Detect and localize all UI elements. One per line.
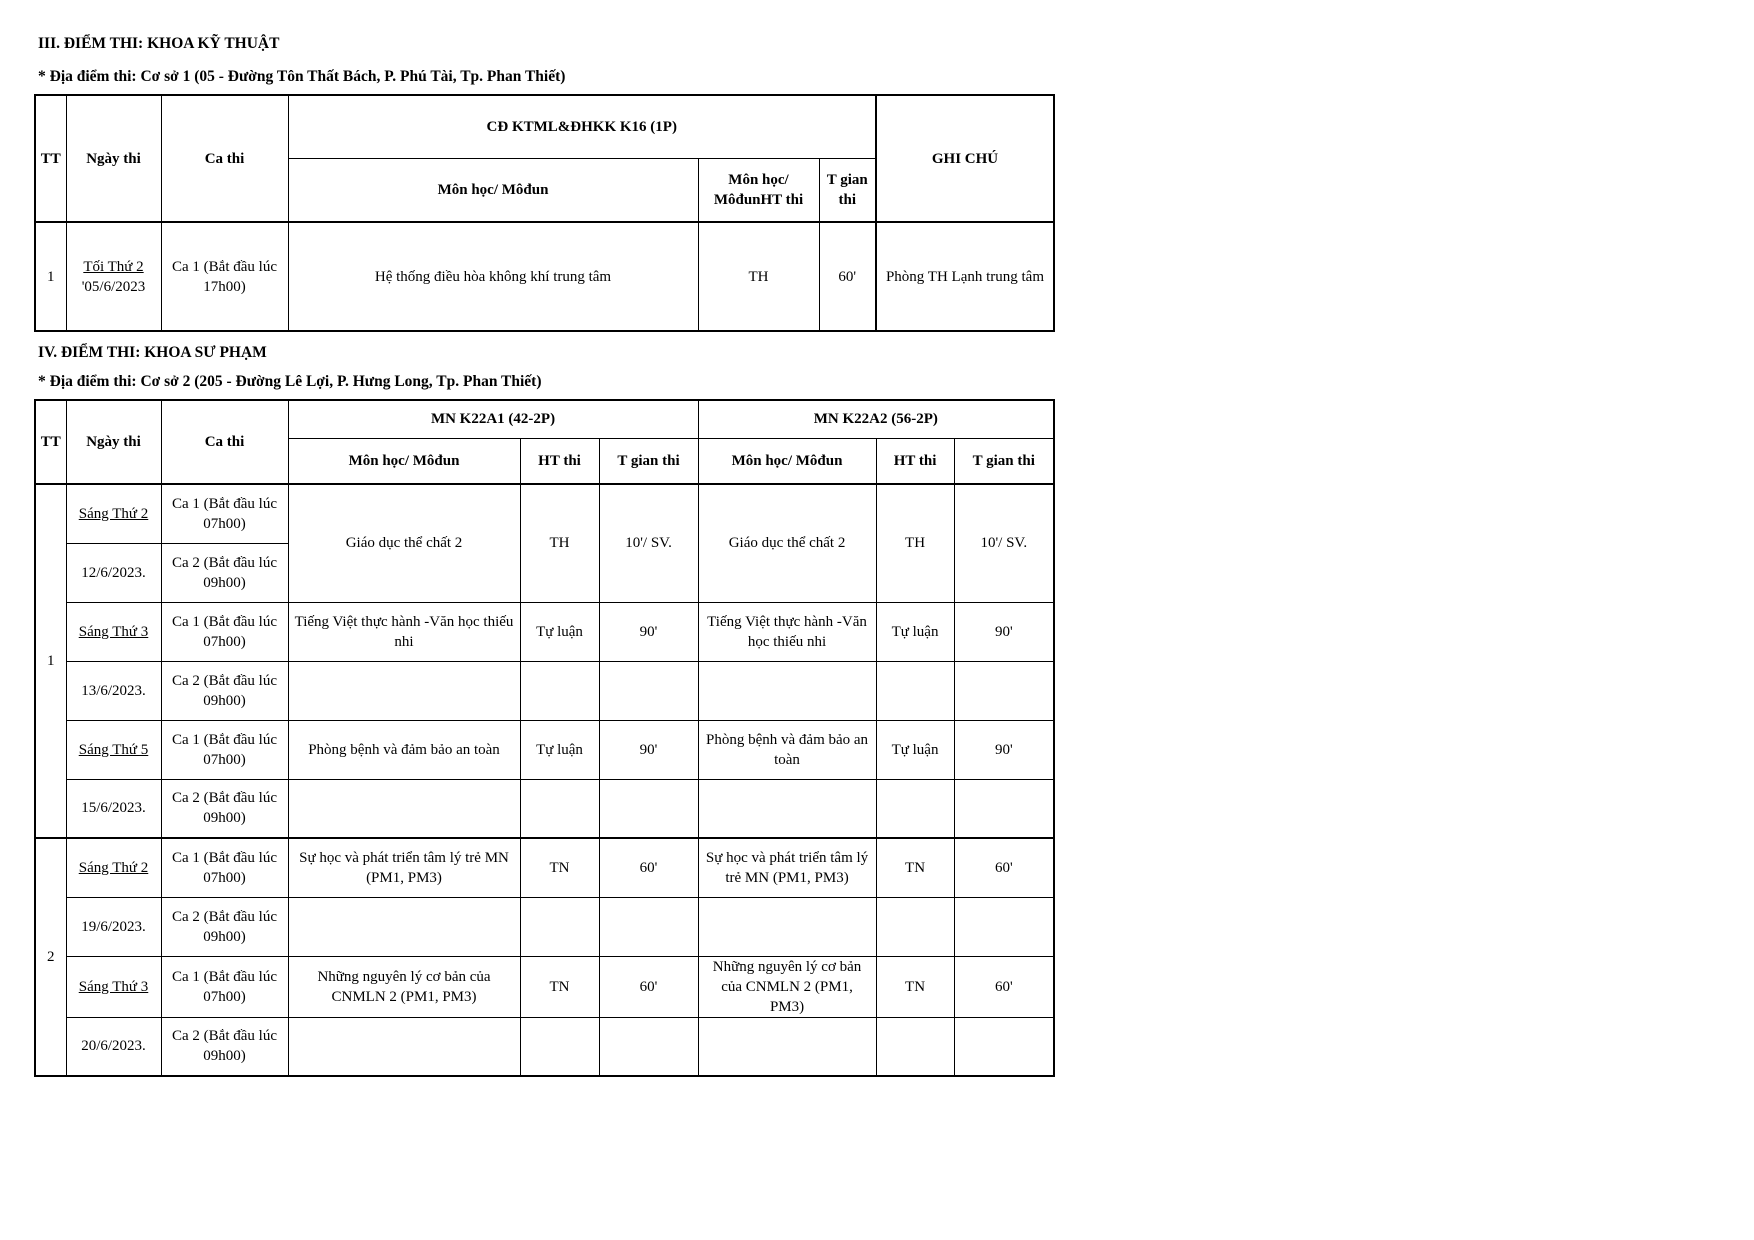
cell-ca-thi: Ca 2 (Bắt đầu lúc 09h00) — [161, 779, 288, 838]
cell-a2-mon-hoc — [698, 897, 876, 956]
cell-day-label — [66, 838, 161, 897]
header-ca-thi: Ca thi — [161, 95, 288, 222]
header-ghi-chu: GHI CHÚ — [876, 95, 1054, 222]
cell-mon-hoc: Hệ thống điều hòa không khí trung tâm — [288, 222, 698, 331]
header-t-gian: T gian thi — [819, 158, 876, 222]
cell-ca-thi: Ca 2 (Bắt đầu lúc 09h00) — [161, 661, 288, 720]
cell-a2-ht-thi — [876, 1017, 954, 1076]
cell-a1-mon-hoc: Phòng bệnh và đảm bảo an toàn — [288, 720, 520, 779]
cell-a2-t-gian — [954, 897, 1054, 956]
cell-a1-mon-hoc — [288, 897, 520, 956]
cell-tt: 1 — [35, 484, 66, 838]
table-row — [35, 1017, 1054, 1076]
cell-ca-thi: Ca 1 (Bắt đầu lúc 07h00) — [161, 956, 288, 1017]
cell-a1-ht-thi — [520, 1017, 599, 1076]
cell-a2-ht-thi — [876, 661, 954, 720]
cell-a1-t-gian: 60' — [599, 956, 698, 1017]
table-row — [35, 661, 1054, 720]
cell-a2-mon-hoc — [698, 1017, 876, 1076]
day-label: Sáng Thứ 3 — [78, 623, 149, 640]
cell-day-label — [66, 484, 161, 543]
cell-a1-ht-thi: Tự luận — [520, 720, 599, 779]
cell-ca-thi: Ca 2 (Bắt đầu lúc 09h00) — [161, 897, 288, 956]
table-row — [35, 222, 1054, 331]
table-row — [35, 838, 1054, 897]
cell-a1-ht-thi — [520, 779, 599, 838]
exam-table-ky-thuat — [34, 94, 1055, 332]
cell-a2-t-gian: 60' — [954, 956, 1054, 1017]
cell-a1-ht-thi: TN — [520, 956, 599, 1017]
header-ht-thi: Môn học/ MôđunHT thi — [698, 158, 819, 222]
cell-date: 12/6/2023. — [66, 543, 161, 602]
cell-a1-t-gian — [599, 779, 698, 838]
cell-a2-mon-hoc: Phòng bệnh và đảm bảo an toàn — [698, 720, 876, 779]
cell-a1-t-gian: 10'/ SV. — [599, 484, 698, 602]
header-a1-t-gian: T gian thi — [599, 438, 698, 484]
table-row — [35, 779, 1054, 838]
header-ngay-thi: Ngày thi — [66, 400, 161, 484]
table-row — [35, 956, 1054, 1017]
table-row — [35, 720, 1054, 779]
cell-a1-t-gian: 90' — [599, 720, 698, 779]
day-label: Sáng Thứ 2 — [78, 859, 149, 876]
header-group-a2: MN K22A2 (56-2P) — [698, 400, 1054, 438]
cell-ngay-thi — [66, 222, 161, 331]
cell-tt: 2 — [35, 838, 66, 1076]
cell-ca-thi: Ca 1 (Bắt đầu lúc 07h00) — [161, 484, 288, 543]
cell-date: 19/6/2023. — [66, 897, 161, 956]
header-tt: TT — [35, 400, 66, 484]
date: '05/6/2023 — [81, 278, 146, 295]
header-tt: TT — [35, 95, 66, 222]
cell-ca-thi: Ca 2 (Bắt đầu lúc 09h00) — [161, 1017, 288, 1076]
header-a1-mon-hoc: Môn học/ Môđun — [288, 438, 520, 484]
cell-a1-mon-hoc: Sự học và phát triển tâm lý trẻ MN (PM1, PM3) — [288, 838, 520, 897]
header-a2-mon-hoc: Môn học/ Môđun — [698, 438, 876, 484]
cell-a2-t-gian: 90' — [954, 602, 1054, 661]
section-4-title: IV. ĐIỂM THI: KHOA SƯ PHẠM — [38, 344, 267, 361]
cell-date: 15/6/2023. — [66, 779, 161, 838]
day-label: Tối Thứ 2 — [83, 258, 144, 275]
cell-day-label — [66, 956, 161, 1017]
cell-a2-mon-hoc: Sự học và phát triển tâm lý trẻ MN (PM1, PM3) — [698, 838, 876, 897]
cell-a2-mon-hoc — [698, 779, 876, 838]
cell-ht-thi: TH — [698, 222, 819, 331]
cell-a1-t-gian — [599, 1017, 698, 1076]
cell-a2-mon-hoc: Tiếng Việt thực hành -Văn học thiếu nhi — [698, 602, 876, 661]
day-label: Sáng Thứ 3 — [78, 978, 149, 995]
cell-a2-t-gian: 60' — [954, 838, 1054, 897]
cell-a2-t-gian — [954, 779, 1054, 838]
table-row — [35, 897, 1054, 956]
cell-a2-mon-hoc: Giáo dục thể chất 2 — [698, 484, 876, 602]
cell-ca-thi: Ca 2 (Bắt đầu lúc 09h00) — [161, 543, 288, 602]
cell-a1-t-gian: 60' — [599, 838, 698, 897]
cell-a1-ht-thi: Tự luận — [520, 602, 599, 661]
cell-a2-t-gian — [954, 1017, 1054, 1076]
cell-ca-thi: Ca 1 (Bắt đầu lúc 07h00) — [161, 720, 288, 779]
cell-a2-t-gian: 90' — [954, 720, 1054, 779]
cell-a2-mon-hoc: Những nguyên lý cơ bản của CNMLN 2 (PM1, PM3) — [698, 956, 876, 1017]
cell-a1-mon-hoc: Tiếng Việt thực hành -Văn học thiếu nhi — [288, 602, 520, 661]
cell-a2-ht-thi: TH — [876, 484, 954, 602]
cell-ca-thi: Ca 1 (Bắt đầu lúc 07h00) — [161, 838, 288, 897]
cell-a2-ht-thi — [876, 897, 954, 956]
cell-a1-ht-thi — [520, 897, 599, 956]
cell-a2-ht-thi — [876, 779, 954, 838]
day-label: Sáng Thứ 2 — [78, 505, 149, 522]
cell-date: 13/6/2023. — [66, 661, 161, 720]
cell-a1-mon-hoc — [288, 779, 520, 838]
cell-a2-ht-thi: TN — [876, 956, 954, 1017]
header-ca-thi: Ca thi — [161, 400, 288, 484]
cell-a2-t-gian: 10'/ SV. — [954, 484, 1054, 602]
cell-a2-ht-thi: Tự luận — [876, 720, 954, 779]
table-row — [35, 602, 1054, 661]
cell-a2-mon-hoc — [698, 661, 876, 720]
header-a2-ht-thi: HT thi — [876, 438, 954, 484]
cell-a1-t-gian — [599, 897, 698, 956]
section-3-title: III. ĐIỂM THI: KHOA KỸ THUẬT — [38, 35, 280, 52]
cell-day-label — [66, 720, 161, 779]
header-class-group: CĐ KTML&ĐHKK K16 (1P) — [288, 95, 876, 158]
cell-a1-ht-thi — [520, 661, 599, 720]
header-a1-ht-thi: HT thi — [520, 438, 599, 484]
cell-date: 20/6/2023. — [66, 1017, 161, 1076]
table-row — [35, 484, 1054, 543]
section-3-location: * Địa điểm thi: Cơ sở 1 (05 - Đường Tôn Thất Bách, P. Phú Tài, Tp. Phan Thiết) — [38, 68, 566, 85]
section-4-location: * Địa điểm thi: Cơ sở 2 (205 - Đường Lê Lợi, P. Hưng Long, Tp. Phan Thiết) — [38, 373, 542, 390]
header-group-a1: MN K22A1 (42-2P) — [288, 400, 698, 438]
header-mon-hoc: Môn học/ Môđun — [288, 158, 698, 222]
cell-a1-mon-hoc: Những nguyên lý cơ bản của CNMLN 2 (PM1, PM3) — [288, 956, 520, 1017]
cell-a1-ht-thi: TN — [520, 838, 599, 897]
cell-a1-t-gian: 90' — [599, 602, 698, 661]
cell-a2-ht-thi: Tự luận — [876, 602, 954, 661]
cell-ca-thi: Ca 1 (Bắt đầu lúc 07h00) — [161, 602, 288, 661]
exam-table-su-pham — [34, 399, 1055, 1077]
cell-t-gian: 60' — [819, 222, 876, 331]
header-ngay-thi: Ngày thi — [66, 95, 161, 222]
day-label: Sáng Thứ 5 — [78, 741, 149, 758]
cell-a2-ht-thi: TN — [876, 838, 954, 897]
cell-a1-mon-hoc: Giáo dục thể chất 2 — [288, 484, 520, 602]
cell-ca-thi: Ca 1 (Bắt đầu lúc 17h00) — [161, 222, 288, 331]
cell-a1-ht-thi: TH — [520, 484, 599, 602]
cell-day-label — [66, 602, 161, 661]
cell-a2-t-gian — [954, 661, 1054, 720]
cell-a1-mon-hoc — [288, 1017, 520, 1076]
header-a2-t-gian: T gian thi — [954, 438, 1054, 484]
cell-ghi-chu: Phòng TH Lạnh trung tâm — [876, 222, 1054, 331]
cell-a1-mon-hoc — [288, 661, 520, 720]
cell-a1-t-gian — [599, 661, 698, 720]
cell-tt: 1 — [35, 222, 66, 331]
